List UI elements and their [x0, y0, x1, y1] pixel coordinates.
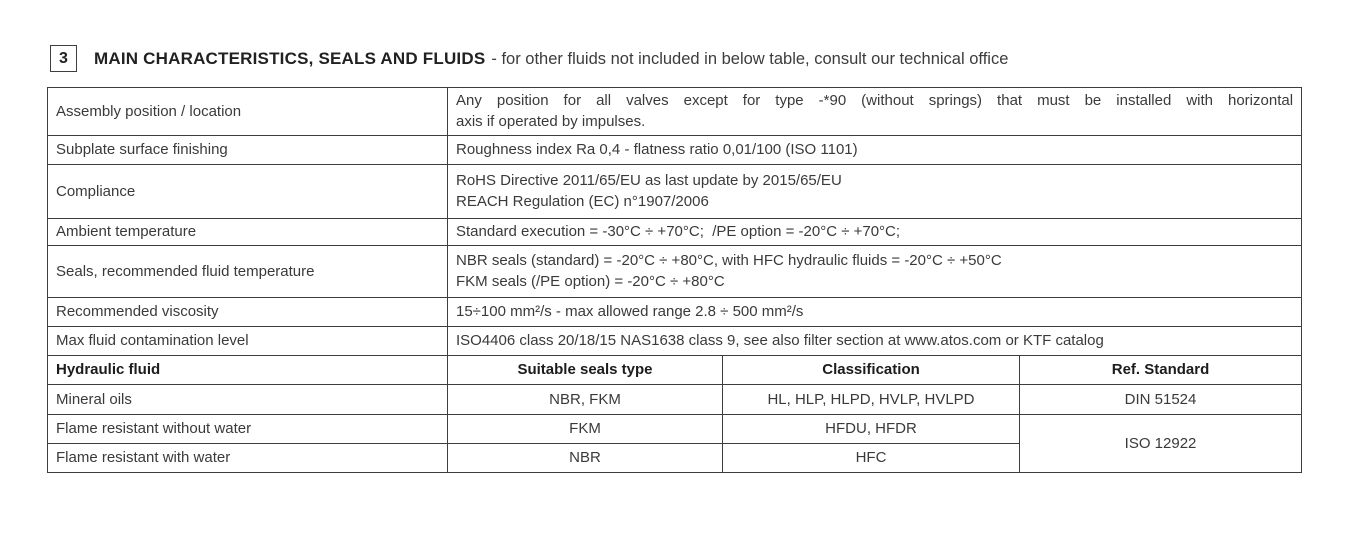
row-label: Compliance: [48, 164, 448, 218]
row-label: Recommended viscosity: [48, 297, 448, 326]
table-row-ambient-temperature: [48, 218, 1302, 245]
fluid-row-mineral-oils: [48, 384, 1302, 414]
seals-header-cell: Suitable seals type: [448, 355, 723, 384]
section-subtitle: - for other fluids not included in below table, consult our technical office: [491, 49, 1009, 68]
row-label: Assembly position / location: [48, 88, 448, 136]
table-row-seals-temperature: [48, 245, 1302, 297]
row-value: 15÷100 mm²/s - max allowed range 2.8 ÷ 500 mm²/s: [448, 297, 1302, 326]
row-value: Roughness index Ra 0,4 - flatness ratio 0,01/100 (ISO 1101): [448, 135, 1302, 164]
row-value: [448, 164, 1302, 218]
fluid-header-row: [48, 355, 1302, 384]
table-row-subplate-finishing: [48, 135, 1302, 164]
row-value-line: FKM seals (/PE option) = -20°C ÷ +80°C: [456, 273, 725, 291]
row-label: Seals, recommended fluid temperature: [48, 245, 448, 297]
row-value-line: REACH Regulation (EC) n°1907/2006: [456, 193, 709, 211]
fluid-name-cell: Flame resistant without water: [48, 414, 448, 443]
fluid-row-flame-resistant-without-water: [48, 414, 1302, 443]
row-value-line: NBR seals (standard) = -20°C ÷ +80°C, with HFC hydraulic fluids = -20°C ÷ +50°C: [456, 251, 1002, 269]
row-value: [448, 245, 1302, 297]
row-value-line: RoHS Directive 2011/65/EU as last update by 2015/65/EU: [456, 171, 842, 189]
row-label: Ambient temperature: [48, 218, 448, 245]
row-value-line: Any position for all valves except for type -*90 (without springs) that must be installed with horizontal: [456, 92, 1294, 109]
table-row-compliance: [48, 164, 1302, 218]
section-number-box: [50, 45, 77, 72]
table-row-contamination-level: [48, 326, 1302, 355]
section-header: [50, 45, 1008, 72]
seals-cell: FKM: [448, 414, 723, 443]
row-label: Max fluid contamination level: [48, 326, 448, 355]
section-number: 3: [59, 49, 68, 67]
classification-cell: HL, HLP, HLPD, HVLP, HVLPD: [723, 384, 1020, 414]
row-value: ISO4406 class 20/18/15 NAS1638 class 9, see also filter section at www.atos.com or KTF catalog: [448, 326, 1302, 355]
fluid-name-cell: Mineral oils: [48, 384, 448, 414]
section-title-line: [94, 49, 1008, 69]
standard-cell: DIN 51524: [1020, 384, 1302, 414]
standard-header-cell: Ref. Standard: [1020, 355, 1302, 384]
standard-cell-merged: ISO 12922: [1020, 414, 1302, 472]
table-row-assembly-position: [48, 88, 1302, 136]
seals-cell: NBR: [448, 443, 723, 472]
row-value: Standard execution = -30°C ÷ +70°C; /PE option = -20°C ÷ +70°C;: [448, 218, 1302, 245]
classification-cell: HFDU, HFDR: [723, 414, 1020, 443]
table-row-recommended-viscosity: [48, 297, 1302, 326]
row-value-line: axis if operated by impulses.: [456, 113, 646, 131]
seals-cell: NBR, FKM: [448, 384, 723, 414]
fluid-header-cell: Hydraulic fluid: [48, 355, 448, 384]
row-label: Subplate surface finishing: [48, 135, 448, 164]
classification-cell: HFC: [723, 443, 1020, 472]
row-value: [448, 88, 1302, 136]
fluid-name-cell: Flame resistant with water: [48, 443, 448, 472]
classification-header-cell: Classification: [723, 355, 1020, 384]
characteristics-table: [47, 87, 1302, 473]
section-title: MAIN CHARACTERISTICS, SEALS AND FLUIDS: [94, 48, 486, 68]
